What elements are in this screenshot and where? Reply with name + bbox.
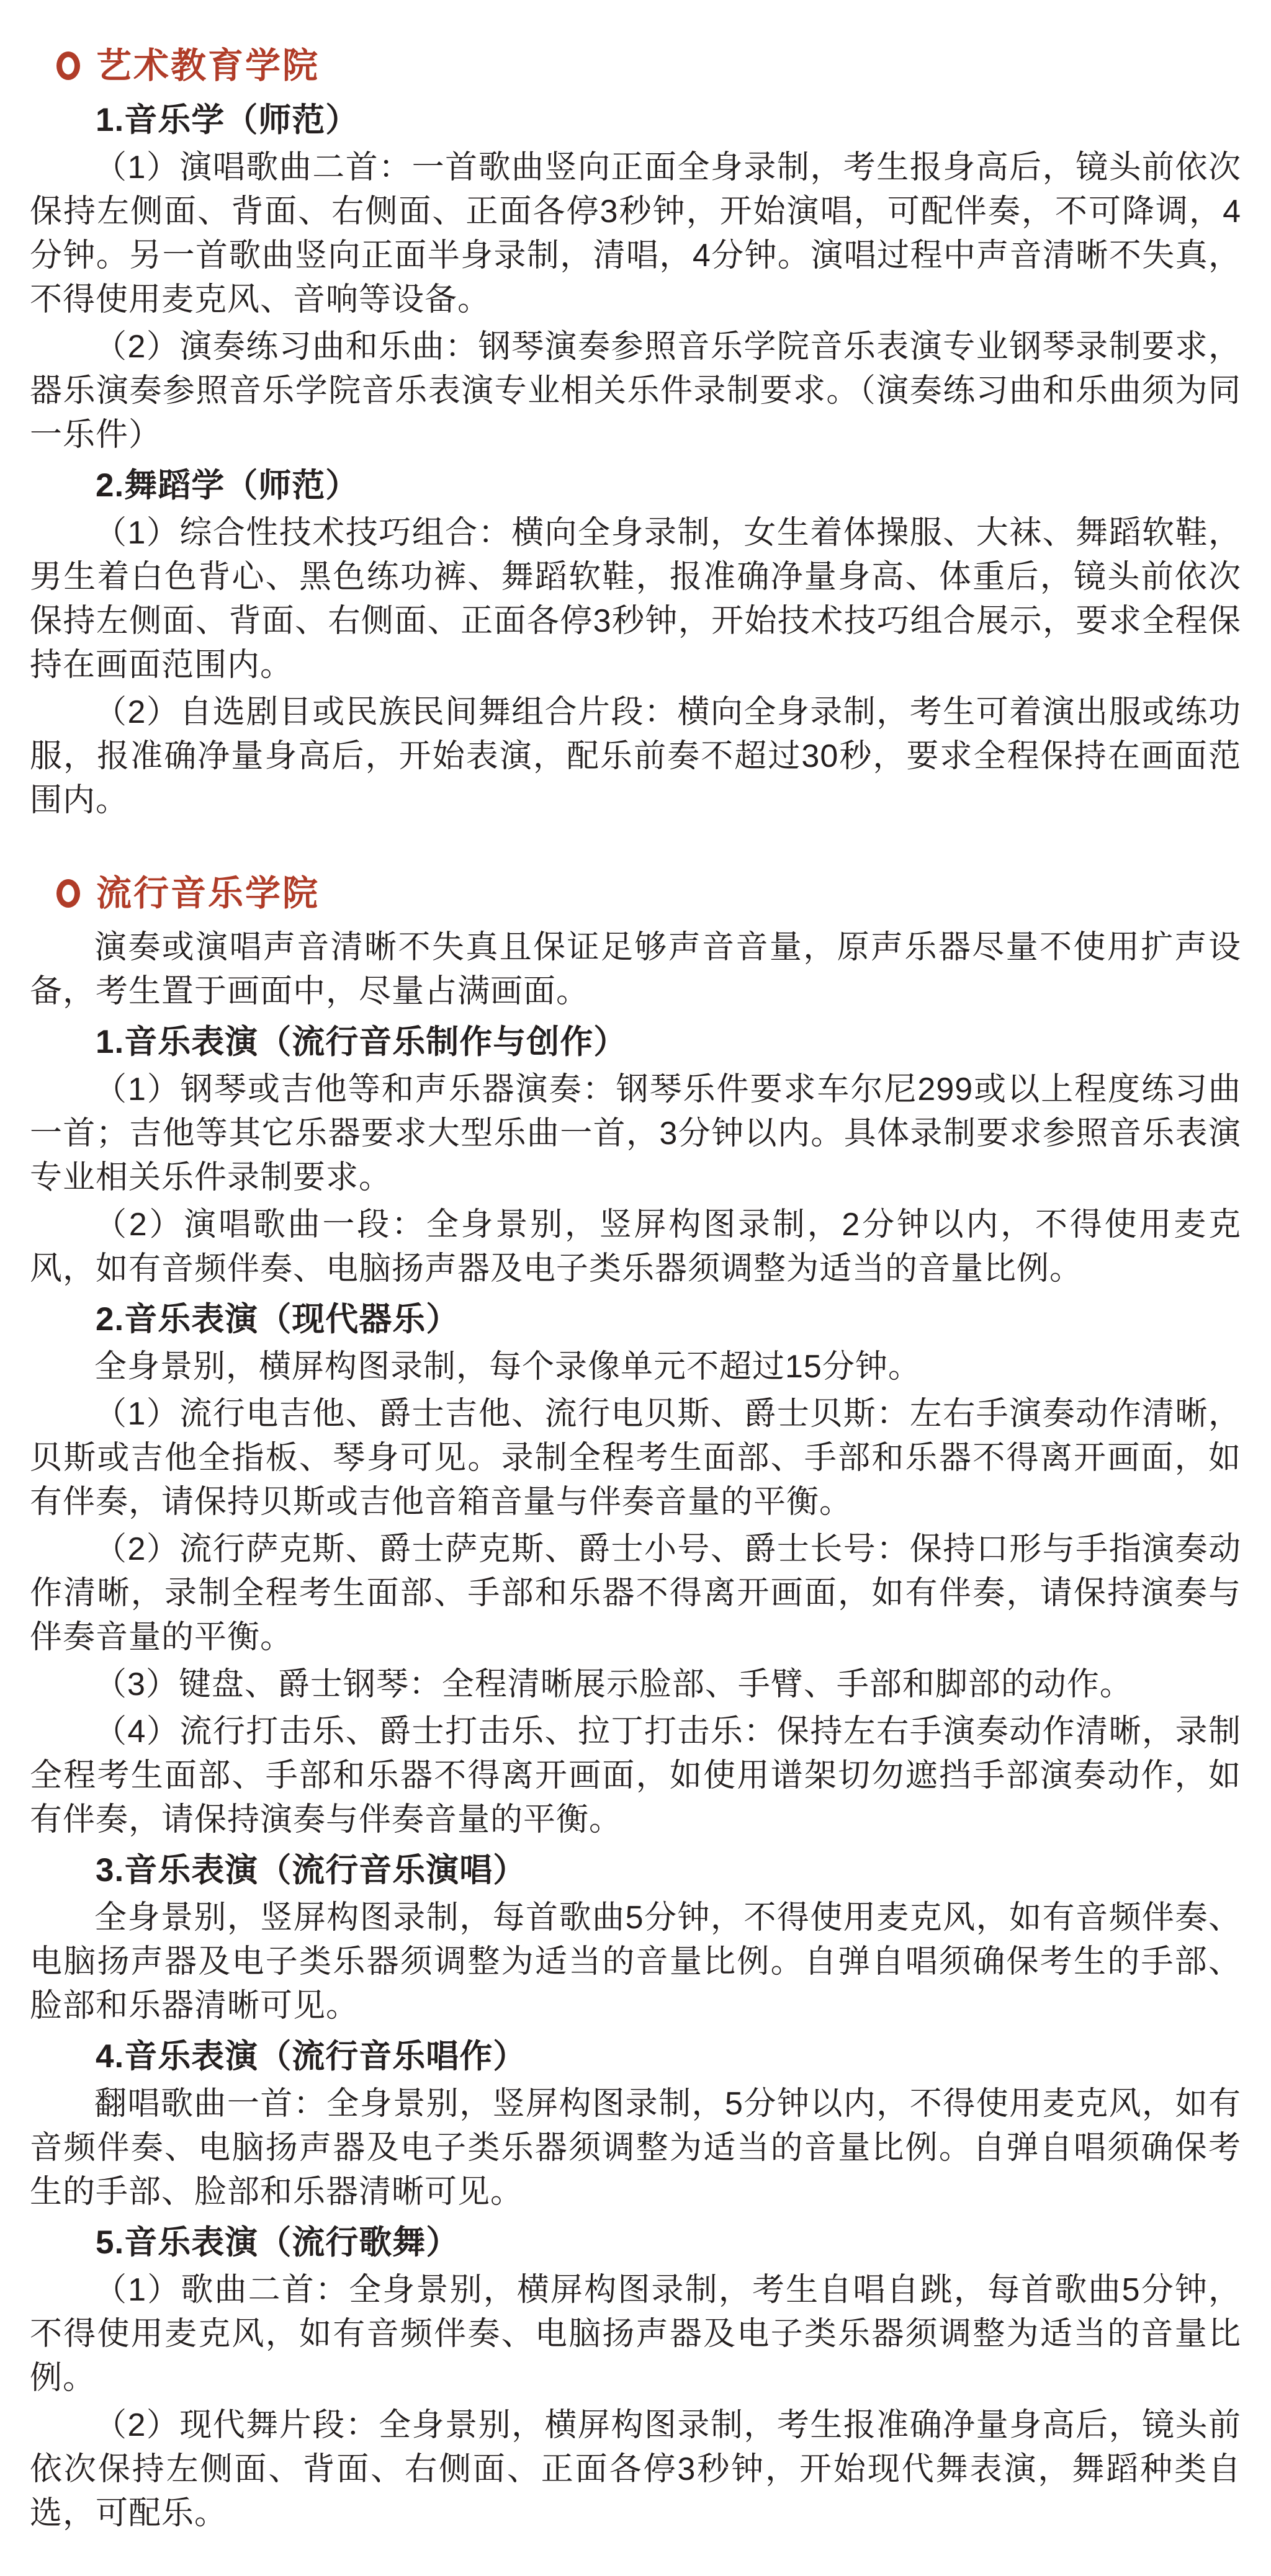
body-paragraph: （1）演唱歌曲二首：一首歌曲竖向正面全身录制，考生报身高后，镜头前依次保持左侧面、背面、右侧面、正面各停3秒钟，开始演唱，可配伴奏，不可降调，4分钟。另一首歌曲竖向正面半身录制，清唱，4分钟。演唱过程中声音清晰不失真，不得使用麦克风、音响等设备。 bbox=[30, 150, 1241, 318]
subsection-heading: 5.音乐表演（流行歌舞） bbox=[96, 2224, 460, 2261]
subsection-heading: 1.音乐表演（流行音乐制作与创作） bbox=[96, 1024, 627, 1060]
subsection-heading: 2.音乐表演（现代器乐） bbox=[96, 1301, 460, 1338]
section-art-education-college bbox=[30, 40, 1241, 823]
body-paragraph: （1）综合性技术技巧组合：横向全身录制，女生着体操服、大袜、舞蹈软鞋，男生着白色背心、黑色练功裤、舞蹈软鞋，报准确净量身高、体重后，镜头前依次保持左侧面、背面、右侧面、正面各停3秒钟，开始技术技巧组合展示，要求全程保持在画面范围内。 bbox=[30, 515, 1241, 683]
body-paragraph: （1）流行电吉他、爵士吉他、流行电贝斯、爵士贝斯：左右手演奏动作清晰，贝斯或吉他全指板、琴身可见。录制全程考生面部、手部和乐器不得离开画面，如有伴奏，请保持贝斯或吉他音箱音量与伴奏音量的平衡。 bbox=[30, 1396, 1241, 1520]
body-paragraph: （3）键盘、爵士钢琴：全程清晰展示脸部、手臂、手部和脚部的动作。 bbox=[94, 1666, 1133, 1702]
body-paragraph: （4）流行打击乐、爵士打击乐、拉丁打击乐：保持左右手演奏动作清晰，录制全程考生面部、手部和乐器不得离开画面，如使用谱架切勿遮挡手部演奏动作，如有伴奏，请保持演奏与伴奏音量的平衡。 bbox=[30, 1714, 1241, 1838]
subsection-heading: 4.音乐表演（流行音乐唱作） bbox=[96, 2038, 527, 2075]
subsection-heading: 2.舞蹈学（师范） bbox=[96, 467, 359, 504]
section-title: 流行音乐学院 bbox=[96, 874, 320, 913]
body-paragraph: （2）演奏练习曲和乐曲：钢琴演奏参照音乐学院音乐表演专业钢琴录制要求，器乐演奏参照音乐学院音乐表演专业相关乐件录制要求。（演奏练习曲和乐曲须为同一乐件） bbox=[30, 329, 1241, 453]
body-paragraph: （2）自选剧目或民族民间舞组合片段：横向全身录制，考生可着演出服或练功服，报准确净量身高后，开始表演，配乐前奏不超过30秒，要求全程保持在画面范围内。 bbox=[30, 694, 1241, 818]
section-title: 艺术教育学院 bbox=[96, 46, 320, 86]
body-paragraph: （1）钢琴或吉他等和声乐器演奏：钢琴乐件要求车尔尼299或以上程度练习曲一首；吉他等其它乐器要求大型乐曲一首，3分钟以内。具体录制要求参照音乐表演专业相关乐件录制要求。 bbox=[30, 1071, 1241, 1196]
body-paragraph: 全身景别，竖屏构图录制，每首歌曲5分钟，不得使用麦克风，如有音频伴奏、电脑扬声器及电子类乐器须调整为适当的音量比例。自弹自唱须确保考生的手部、脸部和乐器清晰可见。 bbox=[30, 1900, 1241, 2024]
section-pop-music-college bbox=[30, 867, 1241, 2536]
body-paragraph: 演奏或演唱声音清晰不失真且保证足够声音音量，原声乐器尽量不使用扩声设备，考生置于画面中，尽量占满画面。 bbox=[30, 929, 1241, 1009]
body-paragraph: （2）流行萨克斯、爵士萨克斯、爵士小号、爵士长号：保持口形与手指演奏动作清晰，录制全程考生面部、手部和乐器不得离开画面，如有伴奏，请保持演奏与伴奏音量的平衡。 bbox=[30, 1531, 1241, 1655]
ring-bullet-icon bbox=[56, 51, 80, 80]
body-paragraph: 全身景别，横屏构图录制，每个录像单元不超过15分钟。 bbox=[94, 1349, 921, 1385]
subsection-heading: 3.音乐表演（流行音乐演唱） bbox=[96, 1852, 527, 1889]
section-header bbox=[30, 867, 1241, 919]
body-paragraph: （2）演唱歌曲一段：全身景别，竖屏构图录制，2分钟以内，不得使用麦克风，如有音频伴奏、电脑扬声器及电子类乐器须调整为适当的音量比例。 bbox=[30, 1207, 1241, 1287]
section-header bbox=[30, 40, 1241, 92]
ring-bullet-icon bbox=[56, 879, 80, 908]
body-paragraph: 翻唱歌曲一首：全身景别，竖屏构图录制，5分钟以内，不得使用麦克风，如有音频伴奏、电脑扬声器及电子类乐器须调整为适当的音量比例。自弹自唱须确保考生的手部、脸部和乐器清晰可见。 bbox=[30, 2086, 1241, 2210]
subsection-heading: 1.音乐学（师范） bbox=[96, 102, 359, 138]
body-paragraph: （1）歌曲二首：全身景别，横屏构图录制，考生自唱自跳，每首歌曲5分钟，不得使用麦克风，如有音频伴奏、电脑扬声器及电子类乐器须调整为适当的音量比例。 bbox=[30, 2272, 1241, 2396]
body-paragraph: （2）现代舞片段：全身景别，横屏构图录制，考生报准确净量身高后，镜头前依次保持左侧面、背面、右侧面、正面各停3秒钟，开始现代舞表演，舞蹈种类自选，可配乐。 bbox=[30, 2407, 1241, 2531]
